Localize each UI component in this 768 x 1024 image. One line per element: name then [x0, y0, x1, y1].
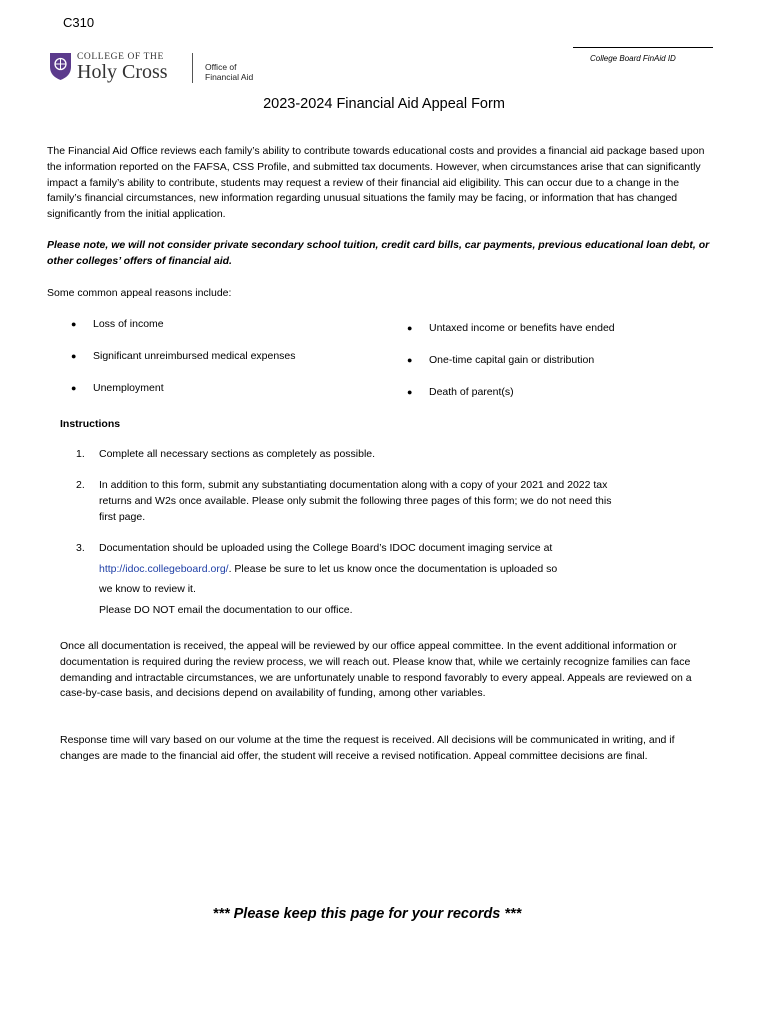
reason-item — [407, 386, 514, 398]
intro-paragraph: The Financial Aid Office reviews each family’s ability to contribute towards educational costs and provides a financial aid package based upon the information reported on the FAFSA, CSS Profile, and submitted tax documents. However, when circumstances arise that can significantly impact a family’s ability to contribute, students may request a review of their financial aid eligibility. This can occur due to a change in the family’s financial circumstances, new information regarding unusual situations the family may be facing, or information that has changed significantly from the initial application. — [47, 145, 705, 221]
instruction-number: 1. — [76, 448, 85, 460]
records-note: *** Please keep this page for your records *** — [212, 906, 522, 922]
instruction-line: Documentation should be uploaded using the College Board’s IDOC document imaging service at — [99, 542, 553, 554]
logo-office — [205, 62, 253, 82]
bullet-icon: ● — [407, 323, 413, 333]
instruction-line: Please DO NOT email the documentation to our office. — [99, 603, 353, 616]
reason-item — [71, 350, 296, 362]
reason-item — [71, 382, 164, 394]
logo-college-of: COLLEGE OF THE — [77, 52, 164, 62]
instruction-line — [99, 562, 639, 583]
finaid-id-label: College Board FinAid ID — [590, 54, 676, 63]
instructions-title: Instructions — [60, 418, 121, 430]
instruction-text: Complete all necessary sections as completely as possible. — [99, 448, 376, 460]
idoc-link[interactable]: http://idoc.collegeboard.org/ — [99, 562, 229, 575]
college-logo — [48, 50, 258, 86]
form-code: C310 — [63, 15, 95, 30]
reason-label: Significant unreimbursed medical expenses — [93, 350, 296, 362]
reason-label: One-time capital gain or distribution — [429, 354, 595, 366]
bullet-icon: ● — [71, 319, 77, 329]
instruction-number: 3. — [76, 542, 85, 554]
instruction-line: we know to review it. — [99, 583, 196, 595]
review-paragraph: Once all documentation is received, the appeal will be reviewed by our office appeal committee. In the event additional information or documentation is required during the review process, we will reach out. Please know that, while we certainly recognize families can face demanding and intractable circumstances, we are unfortunately unable to respond favorably to every appeal. Appeals are reviewed on a case-by-case basis, and decisions depend on availability of funding, among other variables. — [60, 640, 692, 700]
reason-item — [407, 322, 615, 334]
reason-label: Untaxed income or benefits have ended — [429, 322, 615, 334]
logo-office-line2: Financial Aid — [205, 72, 254, 82]
reason-label: Loss of income — [93, 318, 164, 330]
bullet-icon: ● — [71, 383, 77, 393]
reason-label: Unemployment — [93, 382, 164, 394]
page-title: 2023-2024 Financial Aid Appeal Form — [263, 96, 505, 112]
instruction-number: 2. — [76, 479, 85, 491]
instruction-text — [99, 541, 639, 623]
reason-item — [407, 354, 594, 366]
instruction-text: In addition to this form, submit any substantiating documentation along with a copy of your 2021 and 2022 tax returns and W2s once available. Please only submit the following three pages of this form; we do not need this first page. — [99, 479, 612, 523]
reason-label: Death of parent(s) — [429, 386, 514, 398]
finaid-id-field-line[interactable] — [573, 47, 713, 48]
logo-divider — [192, 53, 193, 83]
logo-name: Holy Cross — [77, 61, 168, 83]
college-seal-icon — [48, 51, 73, 81]
bullet-icon: ● — [407, 387, 413, 397]
bullet-icon: ● — [407, 355, 413, 365]
instruction-line-rest: . Please be sure to let us know once the documentation is uploaded so — [228, 562, 558, 575]
response-paragraph: Response time will vary based on our volume at the time the request is received. All decisions will be communicated in writing, and if changes are made to the financial aid offer, the student will receive a revised notification. Appeal committee decisions are final. — [60, 734, 675, 762]
reason-item — [71, 318, 164, 330]
note-paragraph: Please note, we will not consider private secondary school tuition, credit card bills, car payments, previous educational loan debt, or other colleges’ offers of financial aid. — [47, 239, 710, 267]
bullet-icon: ● — [71, 351, 77, 361]
logo-office-line1: Office of — [205, 62, 237, 72]
common-reasons-label: Some common appeal reasons include: — [47, 287, 232, 299]
